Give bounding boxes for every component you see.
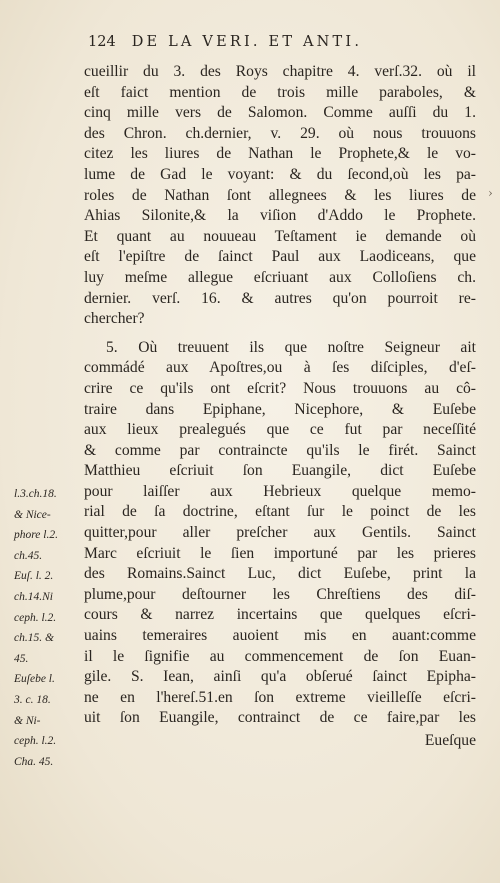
text-line: eſt faict mention de trois mille paraboles, & — [84, 83, 476, 101]
margin-note: 3. c. 18. — [14, 693, 51, 706]
text-line: cours & narrez incertains que quelques eſcri- — [84, 606, 476, 624]
text-line: aux lieux prealegués que ce fut par neceſſité — [84, 421, 476, 439]
paragraph-2 — [84, 338, 476, 729]
paragraph-1 — [84, 62, 476, 330]
text-line: quitter,pour aller preſcher aux Gentils. Sainct — [84, 524, 476, 542]
running-title: DE LA VERI. ET ANTI. — [131, 34, 363, 50]
running-head — [88, 34, 468, 50]
margin-note: ch.45. — [14, 549, 43, 562]
margin-note: 45. — [14, 652, 29, 665]
margin-note: ceph. l.2. — [14, 735, 57, 748]
margin-note: & Ni- — [14, 714, 41, 727]
body-text — [84, 62, 476, 752]
margin-notes — [14, 484, 80, 772]
text-line: Marc eſcriuit le ſien importuné par les prieres — [84, 544, 476, 562]
text-line: lume de Gad le voyant: & du ſecond,où les pa- — [84, 165, 476, 183]
text-line: citez les liures de Nathan le Prophete,& le vo- — [84, 145, 476, 163]
margin-note: ch.15. & — [14, 632, 54, 645]
text-line: gile. S. Iean, ainſi qu'a obſerué ſainct Epipha- — [84, 668, 476, 686]
text-line: des Chron. ch.dernier, v. 29. où nous trouuons — [84, 124, 476, 142]
text-line: Ahias Silonite,& la viſion d'Addo le Prophete. — [84, 207, 476, 225]
text-line: uains temeraires auoient mis en auant:comme — [84, 627, 476, 645]
text-line: eſt l'epiſtre de ſainct Paul aux Laodiceans, que — [84, 248, 476, 266]
text-line: 5. Où treuuent ils que noſtre Seigneur ait — [106, 338, 476, 356]
text-line: dernier. verſ. 16. & autres qu'on pourroit re- — [84, 289, 476, 307]
text-line: cueillir du 3. des Roys chapitre 4. verſ.32. où il — [84, 63, 476, 80]
text-line: rial de ſa doctrine, eſtant ſur le poinct de les — [84, 503, 476, 521]
text-line: crire ce qu'ils ont eſcrit? Nous trouuons au cô- — [84, 379, 476, 397]
text-line: ne en l'hereſ.51.en ſon extreme vieilleſſe eſcri- — [84, 688, 476, 706]
text-line: Matthieu eſcriuit ſon Euangile, dict Euſebe — [84, 462, 476, 480]
text-line: il le ſignifie au commencement de ſon Euan- — [84, 647, 476, 665]
bleed-through-mark: › — [488, 186, 493, 200]
text-line: uit ſon Euangile, contrainct de ce faire,par les — [84, 709, 476, 727]
text-line: traire dans Epiphane, Nicephore, & Euſebe — [84, 400, 476, 418]
text-line: Et quant au nouueau Teſtament ie demande où — [84, 227, 476, 245]
text-line: des Romains.Sainct Luc, dict Euſebe, print la — [84, 565, 476, 583]
text-line: plume,pour deſtourner les Chreſtiens des diſ- — [84, 585, 476, 603]
margin-note: l.3.ch.18. — [14, 488, 57, 500]
page-number: 124 — [88, 34, 116, 50]
margin-note: & Nice- — [14, 508, 51, 521]
text-line: chercher? — [84, 310, 145, 328]
text-line: cinq mille vers de Salomon. Comme auſſi du 1. — [84, 104, 476, 122]
text-line: commádé aux Apoſtres,ou à ſes diſciples, d'eſ- — [84, 359, 476, 377]
margin-note: ceph. l.2. — [14, 611, 57, 624]
margin-note: Euſ. l. 2. — [14, 570, 54, 583]
margin-note: ch.14.Ni — [14, 590, 53, 603]
text-line: roles de Nathan ſont allegnees & les liures de — [84, 186, 476, 204]
margin-note: phore l.2. — [14, 529, 58, 542]
margin-note: Euſebe l. — [14, 673, 55, 686]
catchword: Eueſque — [424, 732, 476, 749]
margin-note: Cha. 45. — [14, 755, 54, 768]
text-line: luy meſme allegue eſcriuant aux Colloſiens ch. — [84, 268, 476, 286]
text-line: & comme par contraincte qu'ils le firét. Sainct — [84, 441, 476, 459]
text-line: pour laiſſer aux Hebrieux quelque memo- — [84, 482, 476, 500]
